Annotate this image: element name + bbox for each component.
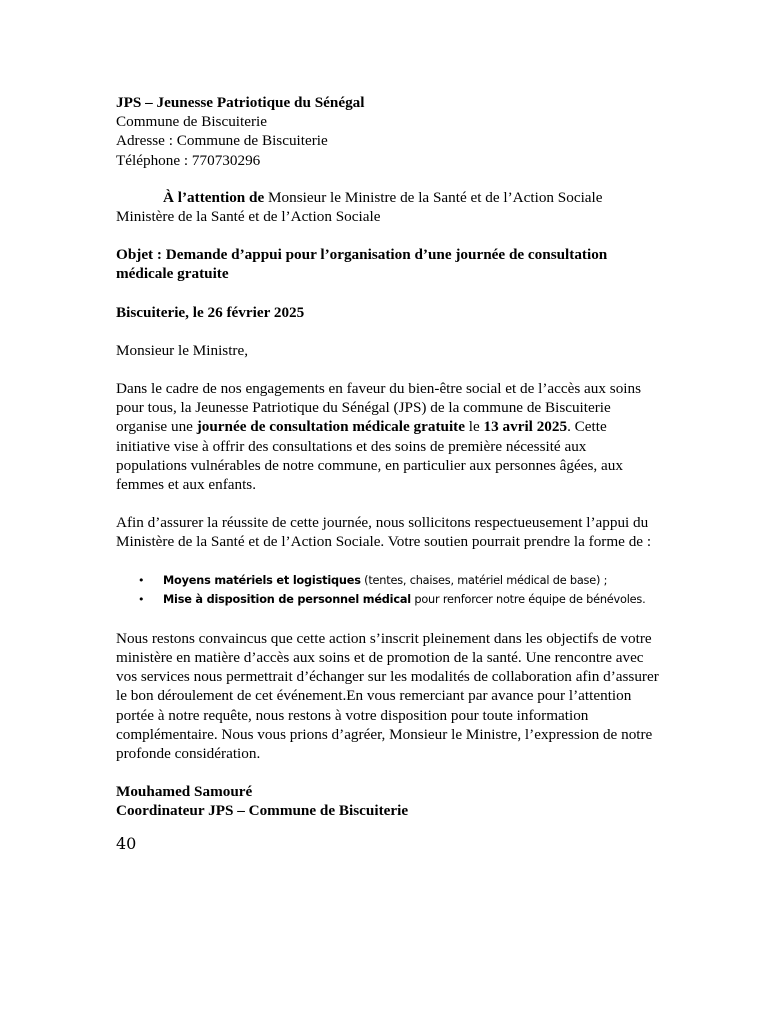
sender-commune: Commune de Biscuiterie: [116, 113, 267, 131]
recipient-ministry: Ministère de la Santé et de l’Action Sociale: [116, 208, 381, 226]
para1-bold-event: journée de consultation médicale gratuite: [196, 418, 465, 436]
para1-text-1: Dans le cadre de nos engagements en faveur du bien-être social et de l’accès aux soins pour tous, la Jeunesse Patriotique du Sénégal (JPS) de la commune de Biscuiterie organise une: [116, 380, 642, 436]
bullet-icon: •: [138, 573, 145, 587]
subject-line: Objet : Demande d’appui pour l’organisation d’une journée de consultation médicale gratuite: [116, 246, 608, 283]
list-item-text: pour renforcer notre équipe de bénévoles.: [410, 593, 646, 607]
support-list: [116, 571, 661, 610]
signature-name: Mouhamed Samouré: [116, 783, 253, 801]
signature-block: [116, 782, 661, 820]
para1-text-3: . Cette initiative vise à offrir des consultations et des soins de première nécessité aux populations vulnérables de notre commune, en particulier aux personnes âgées, aux femmes et aux enfants.: [116, 418, 623, 494]
attention-line: [116, 188, 661, 207]
sender-phone: Téléphone : 770730296: [116, 151, 261, 169]
sender-org: JPS – Jeunesse Patriotique du Sénégal: [116, 94, 365, 111]
sender-address: Adresse : Commune de Biscuiterie: [116, 132, 328, 150]
list-item-bold: Moyens matériels et logistiques: [163, 573, 361, 587]
list-item-text: (tentes, chaises, matériel médical de base) ;: [360, 573, 608, 587]
para1-text-2: le: [464, 418, 484, 436]
page-number: 40: [116, 834, 137, 853]
paragraph-intro: [116, 379, 661, 494]
para1-bold-date: 13 avril 2025: [483, 418, 568, 436]
attention-label: À l’attention de: [163, 188, 265, 206]
list-item: [116, 590, 661, 610]
sender-block: [116, 93, 661, 170]
date-line: Biscuiterie, le 26 février 2025: [116, 303, 305, 321]
letter-body: [116, 93, 661, 821]
attention-name: Monsieur le Ministre de la Santé et de l’Action Sociale: [264, 188, 603, 206]
bullet-icon: •: [138, 593, 145, 607]
signature-title: Coordinateur JPS – Commune de Biscuiterie: [116, 802, 409, 820]
paragraph-request: Afin d’assurer la réussite de cette journée, nous sollicitons respectueusement l’appui du Ministère de la Santé et de l’Action Sociale. Votre soutien pourrait prendre la forme de :: [116, 514, 652, 551]
salutation: Monsieur le Ministre,: [116, 341, 249, 359]
recipient-block: [116, 188, 661, 226]
list-item: [116, 571, 661, 591]
paragraph-closing: Nous restons convaincus que cette action s’inscrit pleinement dans les objectifs de votre ministère en matière d’accès aux soins et de promotion de la santé. Une rencontre avec vos services nous permettrait d’échanger sur les modalités de collaboration afin d’assurer le bon déroulement de cet événement.En vous remerciant par avance pour l’attention portée à notre requête, nous restons à votre disposition pour toute information complémentaire. Nous vous prions d’agréer, Monsieur le Ministre, l’expression de notre profonde considération.: [116, 629, 659, 763]
list-item-bold: Mise à disposition de personnel médical: [163, 593, 411, 607]
